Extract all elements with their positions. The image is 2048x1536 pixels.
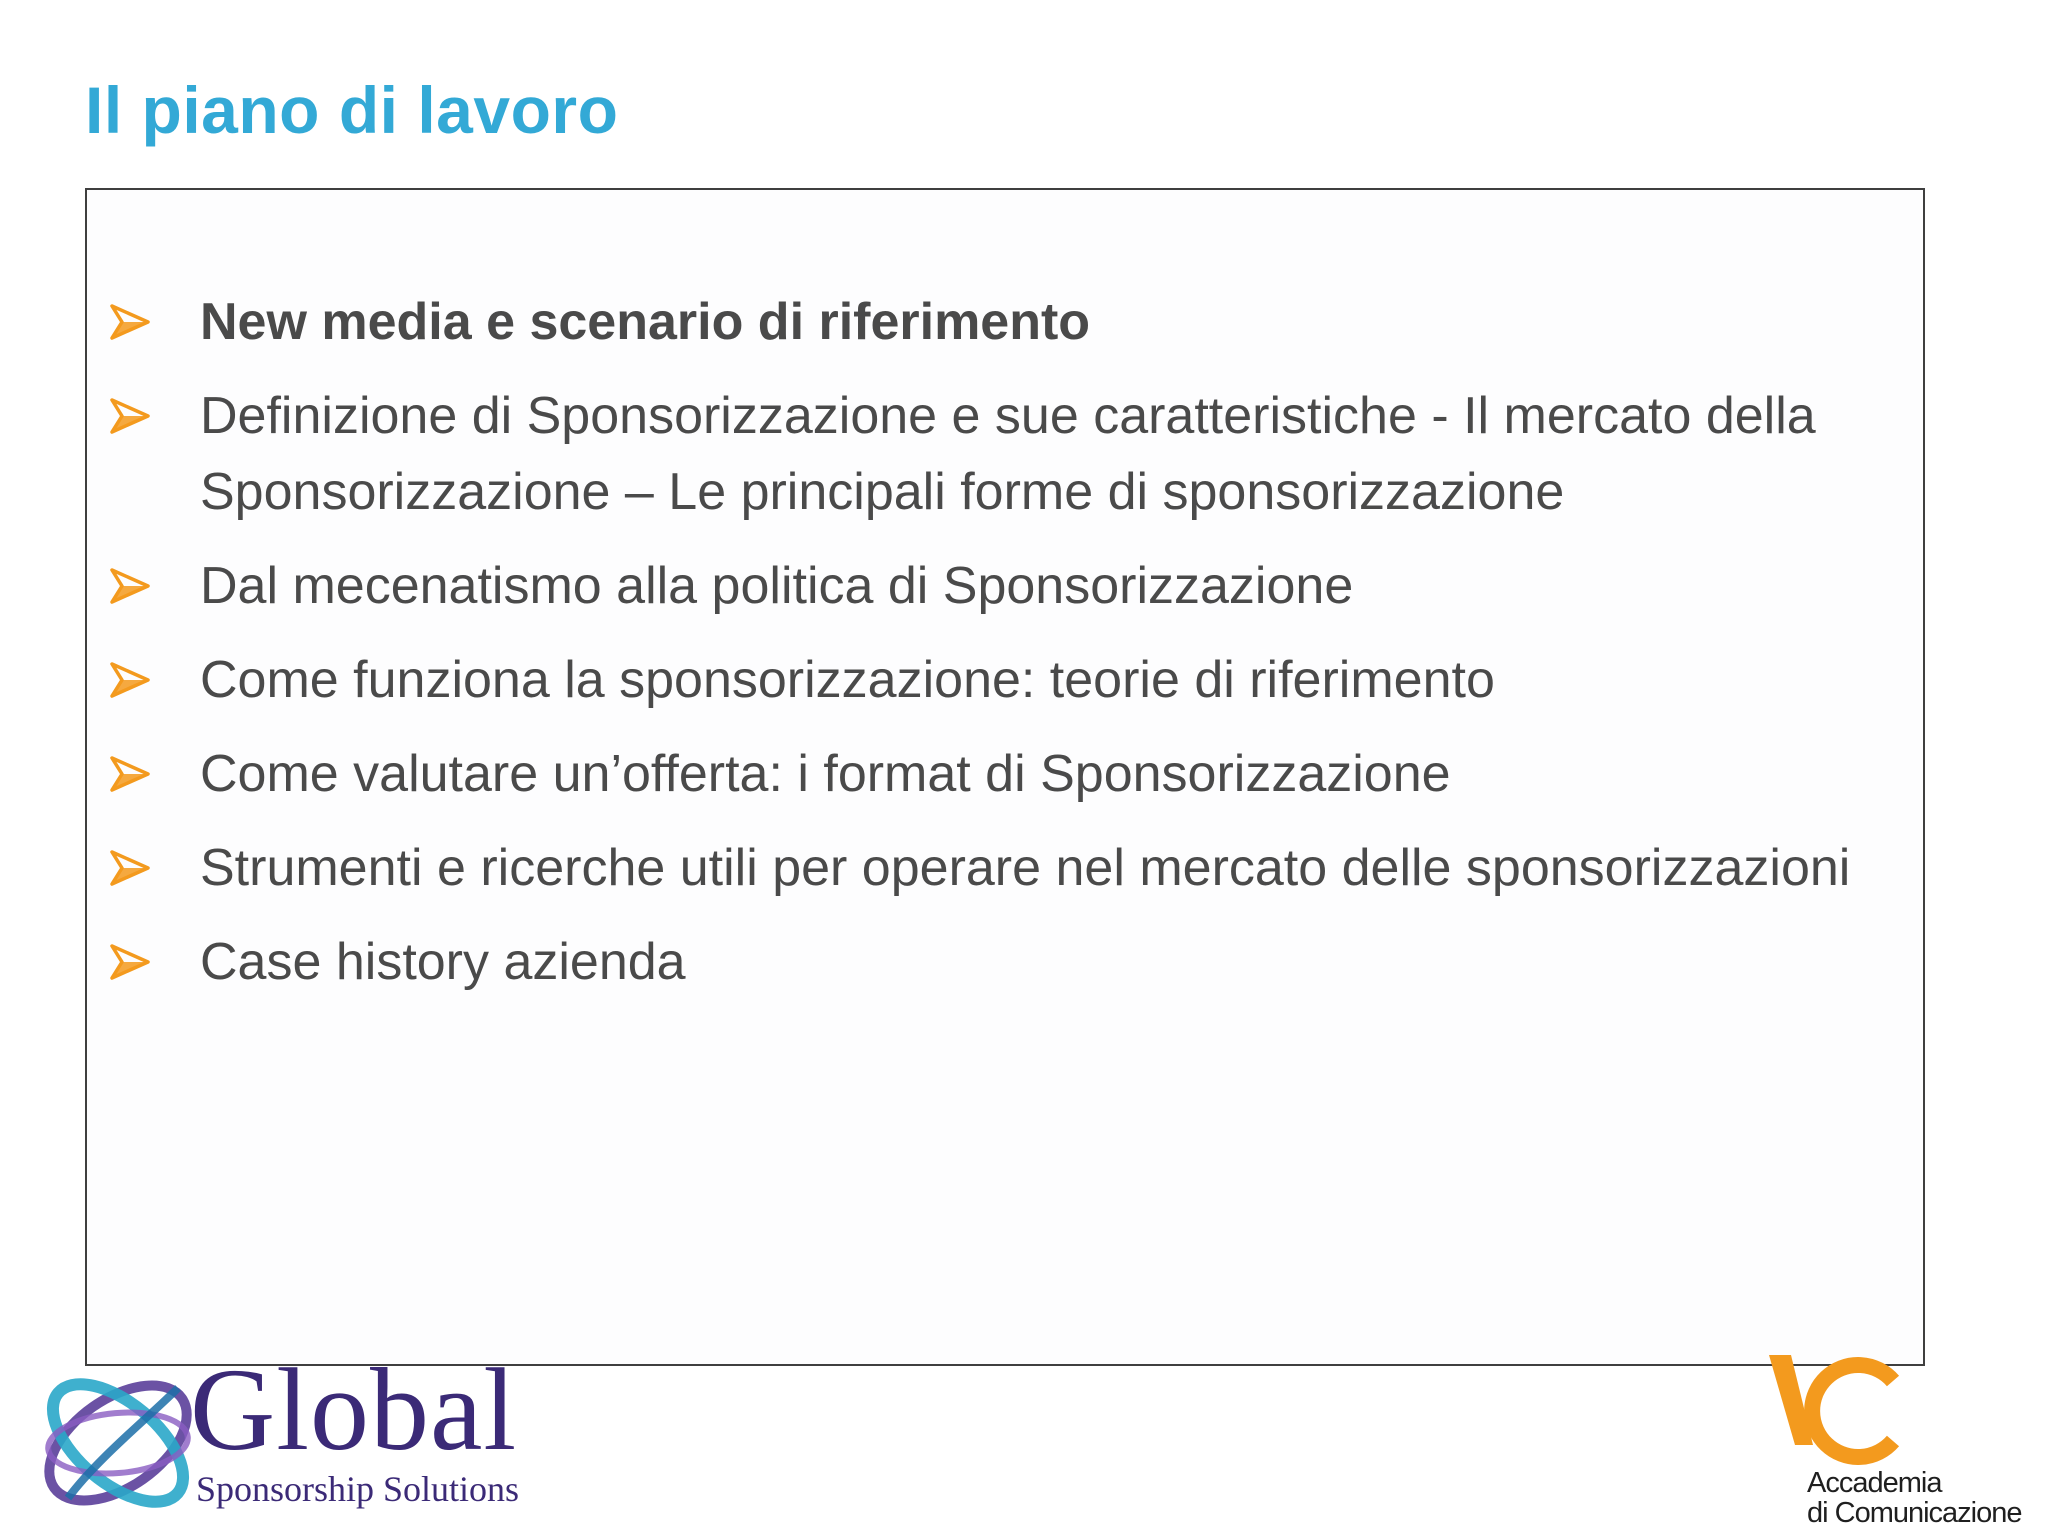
- list-item: [108, 378, 1888, 530]
- arrowhead-bullet-icon: [108, 924, 200, 1000]
- bullet-text: New media e scenario di riferimento: [200, 293, 1091, 351]
- slide-title: Il piano di lavoro: [85, 73, 619, 147]
- bullet-text: Dal mecenatismo alla politica di Sponsorizzazione: [200, 557, 1354, 615]
- list-item: [108, 830, 1888, 906]
- list-item: [108, 548, 1888, 624]
- bullet-text: Case history azienda: [200, 933, 686, 991]
- global-logo-word: Global: [190, 1344, 518, 1475]
- bullet-text: Come valutare un’offerta: i format di Sponsorizzazione: [200, 745, 1451, 803]
- list-item: [108, 284, 1888, 360]
- global-logo: [28, 1340, 548, 1530]
- bullet-text: Strumenti e ricerche utili per operare nel mercato delle sponsorizzazioni: [200, 839, 1851, 897]
- arrowhead-bullet-icon: [108, 736, 200, 812]
- accademia-name-line2: di Comunicazione: [1807, 1497, 2022, 1529]
- arrowhead-bullet-icon: [108, 378, 200, 454]
- ac-monogram-icon: [1755, 1345, 1915, 1465]
- arrowhead-bullet-icon: [108, 284, 200, 360]
- accademia-name-line1: Accademia: [1807, 1467, 1942, 1499]
- list-item: [108, 924, 1888, 1000]
- list-item: [108, 642, 1888, 718]
- arrowhead-bullet-icon: [108, 830, 200, 906]
- global-logo-subtitle: Sponsorship Solutions: [196, 1469, 520, 1509]
- list-item: [108, 736, 1888, 812]
- arrowhead-bullet-icon: [108, 548, 200, 624]
- bullet-list: [108, 284, 1888, 1018]
- bullet-text: Come funziona la sponsorizzazione: teorie di riferimento: [200, 651, 1495, 709]
- accademia-logo: [1755, 1345, 2025, 1535]
- arrowhead-bullet-icon: [108, 642, 200, 718]
- bullet-text: Definizione di Sponsorizzazione e sue caratteristiche - Il mercato della Sponsorizzazione – Le principali forme di sponsorizzazione: [200, 387, 1816, 521]
- swirl-globe-icon: [28, 1348, 208, 1528]
